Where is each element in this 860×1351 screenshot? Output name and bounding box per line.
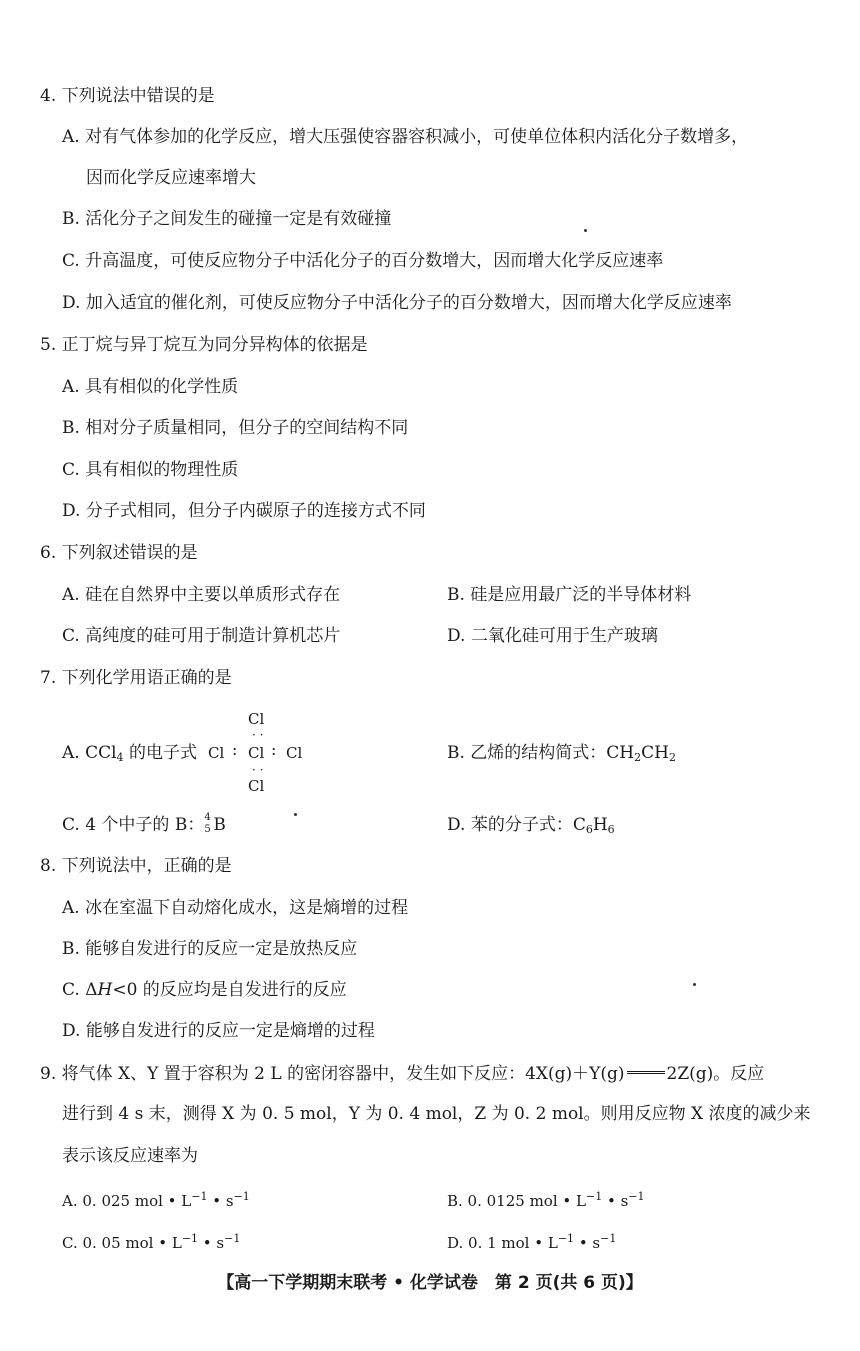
option-b-mid: CH	[641, 743, 669, 763]
lewis-dots-top: · ·	[252, 728, 264, 742]
question-9-line-3: 表示该反应速率为	[62, 1146, 198, 1166]
reaction-equals-sign	[627, 1071, 665, 1074]
question-4-option-a: A. 对有气体参加的化学反应，增大压强使容器容积减小，可使单位体积内活化分子数增多，	[62, 127, 749, 147]
option-b-sub2: 2	[668, 751, 676, 764]
page-footer: 【高一下学期期末联考 • 化学试卷 第 2 页(共 6 页)】	[217, 1273, 643, 1293]
question-5-option-b: B. 相对分子质量相同，但分子的空间结构不同	[62, 418, 409, 438]
question-7-stem: 7. 下列化学用语正确的是	[40, 668, 232, 688]
nuclide-symbol: B	[213, 815, 226, 835]
question-5-stem: 5. 正丁烷与异丁烷互为同分异构体的依据是	[40, 335, 368, 355]
question-8-option-a: A. 冰在室温下自动熔化成水，这是熵增的过程	[62, 898, 409, 918]
option-c-delta: C. Δ	[62, 980, 98, 1000]
option-b-value: B. 0. 0125 mol • L	[447, 1192, 586, 1210]
option-d-value: D. 0. 1 mol • L	[447, 1234, 558, 1252]
scan-speck	[584, 229, 587, 232]
question-7-option-c	[62, 814, 226, 836]
question-7-option-d	[447, 814, 615, 841]
mass-number: 4	[204, 812, 211, 823]
question-8-option-b: B. 能够自发进行的反应一定是放热反应	[62, 939, 358, 959]
option-a-value: A. 0. 025 mol • L	[62, 1192, 192, 1210]
option-c-enthalpy: H	[97, 980, 113, 1000]
question-7-option-b	[447, 742, 676, 769]
lewis-dots-bottom: · ·	[252, 763, 264, 777]
question-9-option-d	[447, 1228, 616, 1254]
option-b-exp1: −1	[585, 1190, 603, 1203]
lewis-cl-top: Cl	[248, 710, 265, 728]
question-9-option-b	[447, 1186, 645, 1212]
option-d-sub1: 6	[585, 823, 593, 836]
nuclide-numbers	[204, 814, 213, 836]
question-8-stem: 8. 下列说法中，正确的是	[40, 856, 232, 876]
question-6-option-a: A. 硅在自然界中主要以单质形式存在	[62, 585, 341, 605]
option-d-exp2: −1	[600, 1232, 617, 1245]
option-a-subscript: 4	[116, 751, 124, 764]
option-a-exp2: −1	[233, 1190, 250, 1203]
question-5-option-a: A. 具有相似的化学性质	[62, 377, 239, 397]
question-9-option-a	[62, 1186, 250, 1212]
option-c-seconds: • s	[198, 1234, 225, 1252]
question-6-option-b: B. 硅是应用最广泛的半导体材料	[447, 585, 692, 605]
question-4-stem: 4. 下列说法中错误的是	[40, 86, 215, 106]
option-a-formula: A. CCl	[62, 743, 117, 763]
question-4-option-c: C. 升高温度，可使反应物分子中活化分子的百分数增大，因而增大化学反应速率	[62, 251, 664, 271]
question-6-option-c: C. 高纯度的硅可用于制造计算机芯片	[62, 626, 341, 646]
option-c-text: C. 4 个中子的 B：	[62, 815, 205, 835]
option-d-text: D. 苯的分子式：C	[447, 815, 586, 835]
question-8-option-c	[62, 979, 347, 1001]
lewis-colon-left: :	[232, 740, 238, 759]
option-a-exp1: −1	[191, 1190, 208, 1203]
atomic-number: 5	[204, 824, 211, 835]
lewis-cl-bottom: Cl	[248, 777, 265, 795]
lewis-colon-right: :	[271, 740, 277, 759]
question-6-option-d: D. 二氧化硅可用于生产玻璃	[447, 626, 658, 646]
question-9-reaction: 9. 将气体 X、Y 置于容积为 2 L 的密闭容器中，发生如下反应：4X(g)＋Y(g)	[40, 1064, 625, 1084]
option-a-seconds: • s	[207, 1192, 234, 1210]
option-b-seconds: • s	[602, 1192, 629, 1210]
option-b-exp2: −1	[628, 1190, 645, 1203]
question-9-product: 2Z(g)。反应	[666, 1064, 765, 1084]
lewis-cl-left: Cl	[208, 744, 225, 762]
option-b-text: B. 乙烯的结构简式：CH	[447, 743, 635, 763]
option-a-text: 的电子式	[123, 743, 197, 763]
option-c-exp1: −1	[181, 1232, 199, 1245]
lewis-cl-center: Cl	[248, 744, 265, 762]
option-c-text: <0 的反应均是自发进行的反应	[112, 980, 347, 1000]
option-d-seconds: • s	[574, 1234, 601, 1252]
option-b-sub1: 2	[634, 751, 642, 764]
question-5-option-c: C. 具有相似的物理性质	[62, 460, 239, 480]
option-c-value: C. 0. 05 mol • L	[62, 1234, 182, 1252]
question-4-option-a-continued: 因而化学反应速率增大	[86, 168, 256, 188]
option-d-exp1: −1	[557, 1232, 575, 1245]
question-4-option-b: B. 活化分子之间发生的碰撞一定是有效碰撞	[62, 209, 392, 229]
lewis-cl-right: Cl	[286, 744, 303, 762]
question-9-line-1	[40, 1063, 764, 1085]
question-4-option-d: D. 加入适宜的催化剂，可使反应物分子中活化分子的百分数增大，因而增大化学反应速率	[62, 293, 732, 313]
option-d-sub2: 6	[607, 823, 615, 836]
question-5-option-d: D. 分子式相同，但分子内碳原子的连接方式不同	[62, 501, 426, 521]
question-9-line-2: 进行到 4 s 末，测得 X 为 0. 5 mol，Y 为 0. 4 mol，Z 为 0. 2 mol。则用反应物 X 浓度的减少来	[62, 1104, 811, 1124]
question-7-option-a	[62, 742, 197, 769]
scan-speck	[294, 813, 297, 816]
option-c-exp2: −1	[224, 1232, 241, 1245]
question-6-stem: 6. 下列叙述错误的是	[40, 543, 198, 563]
option-d-mid: H	[592, 815, 608, 835]
question-9-option-c	[62, 1228, 240, 1254]
question-8-option-d: D. 能够自发进行的反应一定是熵增的过程	[62, 1021, 375, 1041]
scan-speck	[693, 983, 696, 986]
